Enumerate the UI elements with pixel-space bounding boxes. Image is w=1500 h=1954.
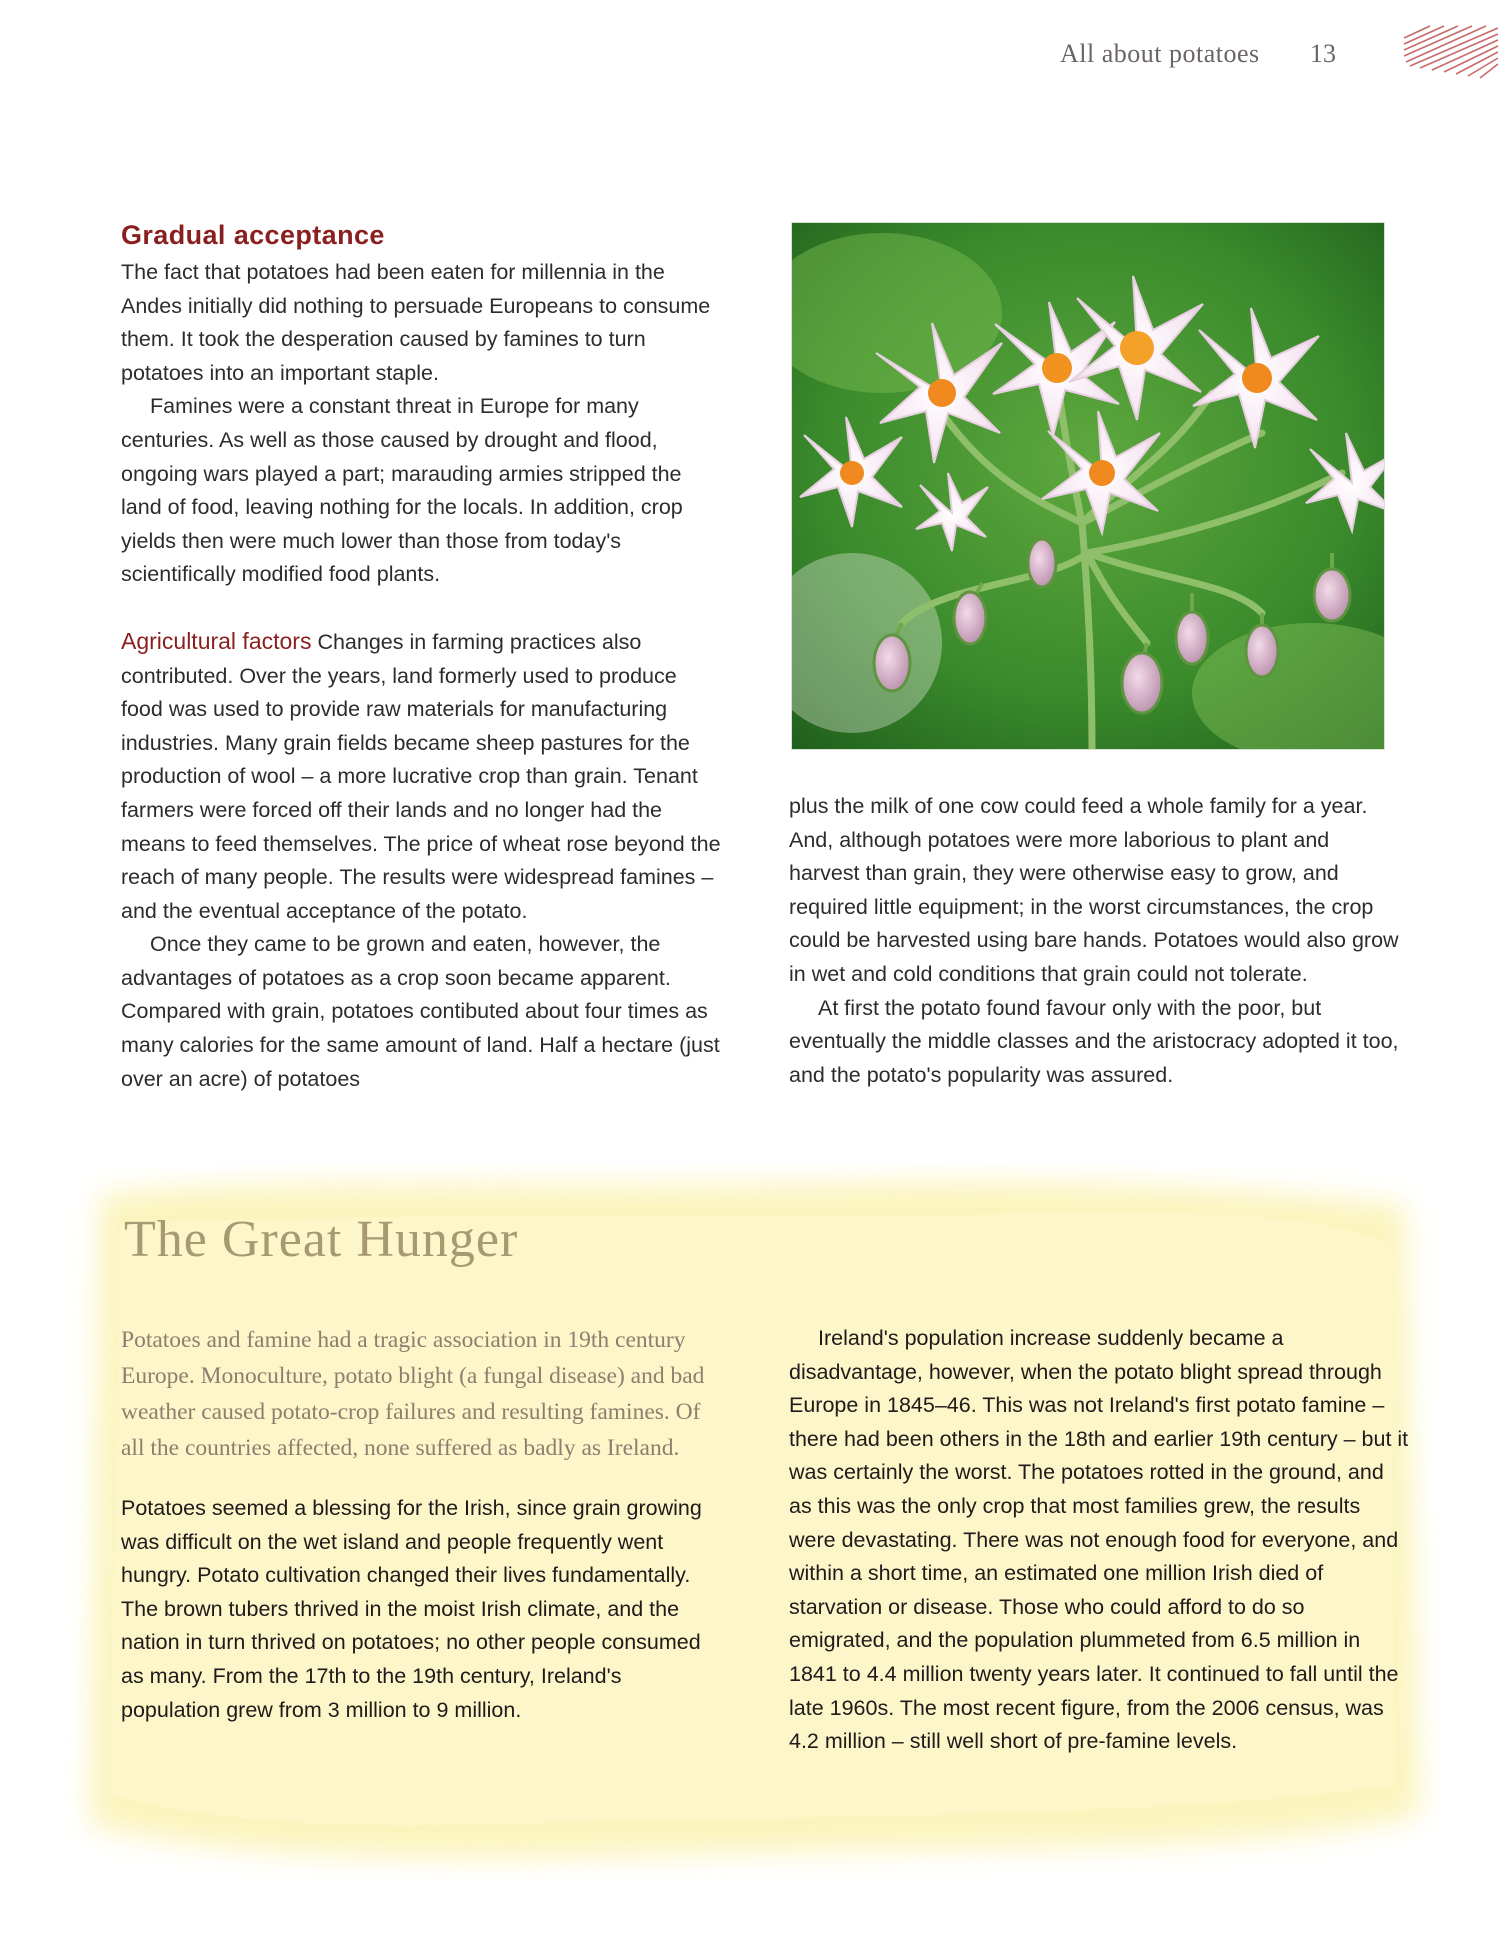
great-hunger-sidebar xyxy=(60,1165,1440,1885)
paragraph-gap xyxy=(121,592,721,625)
sidebar-right-column xyxy=(789,1322,1409,1759)
sidebar-paragraph: Potatoes seemed a blessing for the Irish, since grain growing was difficult on the wet island and people frequently went hungry. Potato cultivation changed their lives fundamentally. The brown tubers thrived in the moist Irish climate, and the nation in turn thrived on potatoes; no other people consumed as many. From the 17th to the 19th century, Ireland's population grew from 3 million to 9 million. xyxy=(121,1496,702,1722)
section-heading: Gradual acceptance xyxy=(121,220,385,250)
sidebar-paragraph: Ireland's population increase suddenly became a disadvantage, however, when the potato blight spread through Europe in 1845–46. This was not Ireland's first potato famine – there had been others in the 18th and earlier 19th century – but it was certainly the worst. The potatoes rotted in the ground, and as this was the only crop that most families grew, the results were devastating. There was not enough food for everyone, and within a short time, an estimated one million Irish died of starvation or disease. Those who could afford to do so emigrated, and the population plummeted from 6.5 million in 1841 to 4.4 million twenty years later. It continued to fall until the late 1960s. The most recent figure, from the 2006 census, was 4.2 million – still well short of pre-famine levels. xyxy=(789,1326,1409,1754)
sidebar-title: The Great Hunger xyxy=(124,1211,519,1268)
running-head xyxy=(1060,34,1400,74)
article-left-column xyxy=(121,218,721,1096)
sidebar-intro: Potatoes and famine had a tragic association in 19th century Europe. Monoculture, potato blight (a fungal disease) and bad weather caused potato-crop failures and resulting famines. Of all the countries affected, none suffered as badly as Ireland. xyxy=(121,1327,705,1461)
runin-paragraph xyxy=(121,625,721,928)
body-paragraph: The fact that potatoes had been eaten for millennia in the Andes initially did nothing to persuade Europeans to consume them. It took the desperation caused by famines to turn potatoes into an important staple. xyxy=(121,260,711,385)
page-number: 13 xyxy=(1310,39,1336,68)
potato-flowers-photo xyxy=(791,222,1385,750)
runin-text: Changes in farming practices also contributed. Over the years, land formerly used to produce food was used to provide raw materials for manufacturing industries. Many grain fields became sheep pastures for the production of wool – a more lucrative crop than grain. Tenant farmers were forced off their lands and no longer had the means to feed themselves. The price of wheat rose beyond the reach of many people. The results were widespread famines – and the eventual acceptance of the potato. xyxy=(121,629,721,923)
body-paragraph: Famines were a constant threat in Europe for many centuries. As well as those caused by drought and flood, ongoing wars played a part; marauding armies stripped the land of food, leaving nothing for the locals. In addition, crop yields then were much lower than those from today's scientifically modified food plants. xyxy=(121,394,683,587)
body-paragraph: Once they came to be grown and eaten, however, the advantages of potatoes as a crop soon became apparent. Compared with grain, potatoes contibuted about four times as many calories for the same amount of land. Half a hectare (just over an acre) of potatoes xyxy=(121,932,720,1091)
article-right-column xyxy=(789,790,1399,1092)
runin-heading: Agricultural factors xyxy=(121,627,312,654)
body-paragraph: plus the milk of one cow could feed a whole family for a year. And, although potatoes were more laborious to plant and harvest than grain, they were otherwise easy to grow, and required little equipment; in the worst circumstances, the crop could be harvested using bare hands. Potatoes would also grow in wet and cold conditions that grain could not tolerate. xyxy=(789,794,1399,986)
potato-flowers-illustration xyxy=(792,223,1384,749)
sidebar-left-column xyxy=(121,1322,721,1727)
hatch-decoration xyxy=(1400,24,1500,84)
body-paragraph: At first the potato found favour only with the poor, but eventually the middle classes and the aristocracy adopted it too, and the potato's popularity was assured. xyxy=(789,995,1399,1087)
running-title: All about potatoes xyxy=(1060,39,1260,68)
